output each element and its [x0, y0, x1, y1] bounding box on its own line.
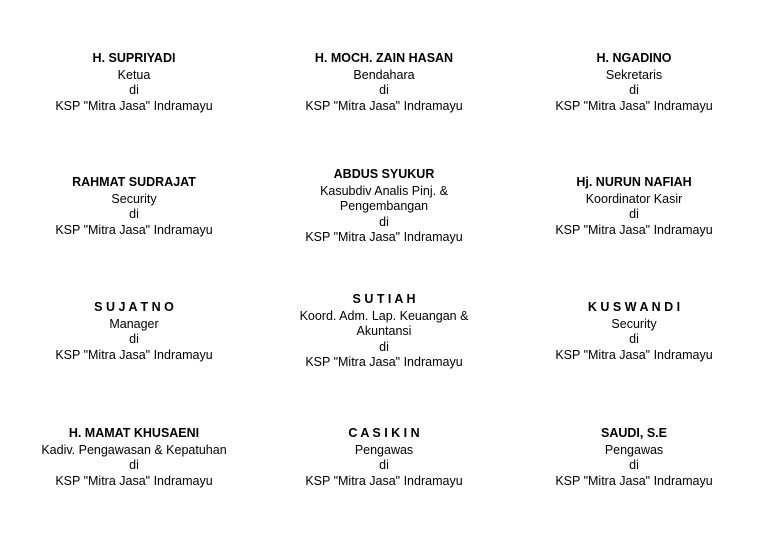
recipient-position: Manager [109, 316, 159, 331]
address-label [6, 426, 262, 489]
organization-name: KSP "Mitra Jasa" Indramayu [305, 230, 463, 244]
recipient-position: Koord. Adm. Lap. Keuangan & Akuntansi [299, 308, 469, 338]
preposition-text: di [129, 83, 139, 97]
organization-name: KSP "Mitra Jasa" Indramayu [305, 355, 463, 369]
recipient-name: Hj. NURUN NAFIAH [576, 175, 692, 189]
address-label [506, 300, 762, 363]
recipient-position: Bendahara [353, 67, 415, 82]
address-label [506, 426, 762, 489]
recipient-name: K U S W A N D I [587, 300, 681, 314]
organization-name: KSP "Mitra Jasa" Indramayu [55, 473, 213, 488]
preposition-text: di [379, 214, 389, 229]
preposition-text: di [629, 332, 639, 346]
organization-name: KSP "Mitra Jasa" Indramayu [555, 473, 713, 488]
address-label [256, 292, 512, 371]
recipient-name: RAHMAT SUDRAJAT [72, 175, 196, 189]
address-label [6, 300, 262, 363]
organization-name: KSP "Mitra Jasa" Indramayu [305, 473, 463, 488]
address-label [256, 167, 512, 246]
preposition-text: di [629, 207, 639, 221]
address-label [506, 51, 762, 114]
address-label [256, 426, 512, 489]
recipient-position: Security [611, 316, 657, 331]
recipient-name: H. MOCH. ZAIN HASAN [314, 51, 454, 65]
recipient-position: Ketua [117, 67, 151, 82]
recipient-name: C A S I K I N [348, 426, 420, 440]
recipient-name: ABDUS SYUKUR [333, 167, 435, 181]
recipient-position: Kasubdiv Analis Pinj. & Pengembangan [320, 183, 448, 213]
recipient-position: Sekretaris [605, 67, 663, 82]
recipient-name: H. NGADINO [596, 51, 672, 65]
recipient-name: H. MAMAT KHUSAENI [68, 426, 200, 440]
address-label [6, 175, 262, 238]
recipient-name: H. SUPRIYADI [92, 51, 176, 65]
recipient-position: Security [111, 191, 157, 206]
organization-name: KSP "Mitra Jasa" Indramayu [55, 98, 213, 113]
organization-name: KSP "Mitra Jasa" Indramayu [555, 347, 713, 362]
address-label [256, 51, 512, 114]
organization-name: KSP "Mitra Jasa" Indramayu [305, 98, 463, 113]
recipient-position: Koordinator Kasir [585, 191, 683, 206]
recipient-name: S U T I A H [352, 292, 416, 306]
preposition-text: di [379, 83, 389, 97]
recipient-name: S U J A T N O [94, 300, 174, 314]
address-label [6, 51, 262, 114]
preposition-text: di [129, 332, 139, 346]
preposition-text: di [129, 207, 139, 221]
recipient-position: Pengawas [604, 442, 664, 457]
preposition-text: di [629, 458, 639, 472]
recipient-name: SAUDI, S.E [601, 426, 667, 440]
recipient-position: Kadiv. Pengawasan & Kepatuhan [41, 442, 227, 457]
organization-name: KSP "Mitra Jasa" Indramayu [555, 222, 713, 237]
organization-name: KSP "Mitra Jasa" Indramayu [555, 98, 713, 113]
preposition-text: di [129, 458, 139, 472]
preposition-text: di [629, 83, 639, 97]
preposition-text: di [379, 458, 389, 472]
organization-name: KSP "Mitra Jasa" Indramayu [55, 347, 213, 362]
address-label [506, 175, 762, 238]
recipient-position: Pengawas [354, 442, 414, 457]
preposition-text: di [379, 339, 389, 354]
organization-name: KSP "Mitra Jasa" Indramayu [55, 222, 213, 237]
